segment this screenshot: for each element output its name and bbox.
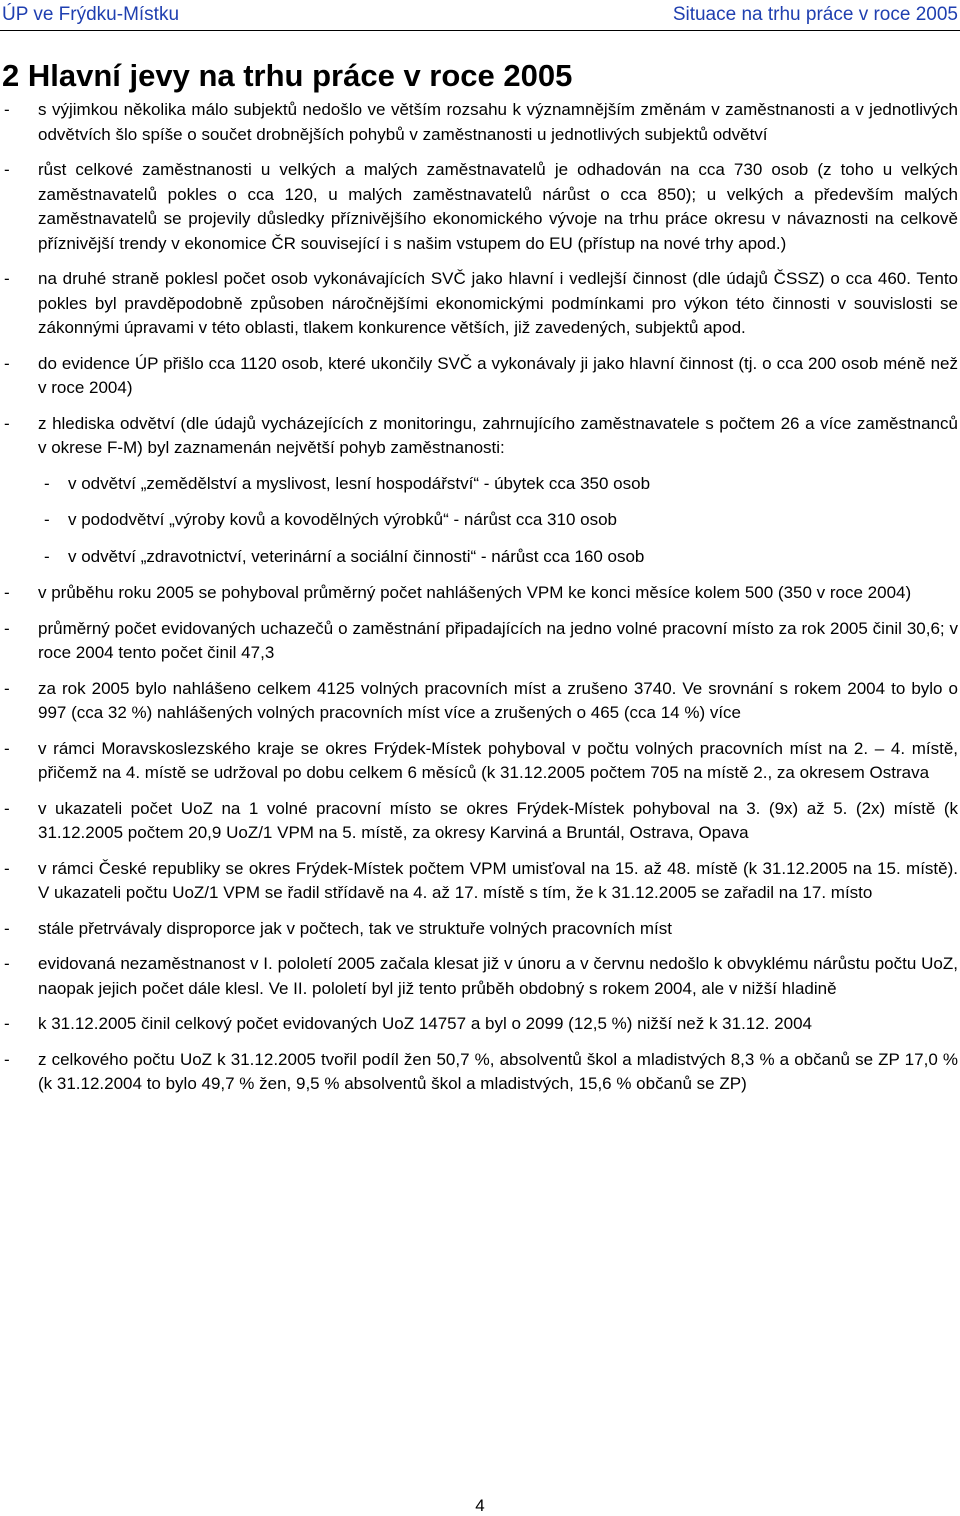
page-header <box>0 0 960 31</box>
list-dash: - <box>4 858 10 878</box>
list-dash: - <box>44 473 50 493</box>
list-dash: - <box>4 678 10 698</box>
list-item-text: v rámci České republiky se okres Frýdek-Místek počtem VPM umisťoval na 15. až 48. místě (k 31.12.2005 na 15. místě). V ukazateli počtu UoZ/1 VPM se řadil střídavě na 4. až 17. místě s tím, že k 31.12.2005 se zařadil na 17. místo <box>38 858 958 902</box>
list-dash: - <box>4 738 10 758</box>
list-item-text: v rámci Moravskoslezského kraje se okres Frýdek-Místek pohyboval v počtu volných pracovních míst na 2. – 4. místě, přičemž na 4. místě se udržoval po dobu celkem 6 měsíců (k 31.12.2005 počtem 705 na místě 2., za okresem Ostrava <box>38 738 958 782</box>
list-item <box>4 581 958 606</box>
list-dash: - <box>4 918 10 938</box>
list-item-text: za rok 2005 bylo nahlášeno celkem 4125 volných pracovních míst a zrušeno 3740. Ve srovnání s rokem 2004 to bylo o 997 (cca 32 %) nahlášených volných pracovních míst více a zrušených o 465 (cca 14 %) více <box>38 678 958 722</box>
list-dash: - <box>4 269 10 288</box>
list-item <box>4 352 958 401</box>
list-item <box>4 857 958 906</box>
sub-list-item <box>4 508 958 533</box>
list-dash: - <box>4 618 10 638</box>
page-number: 4 <box>475 1496 485 1515</box>
list-item <box>4 617 958 666</box>
list-item-text: evidovaná nezaměstnanost v I. pololetí 2005 začala klesat již v únoru a v červnu nedošlo k obvyklému nárůstu počtu UoZ, naopak jejich počet dále klesl. Ve II. pololetí byl již tento průběh obdobný s rokem 2004, ale v nižší hladině <box>38 954 958 998</box>
sub-list-item-text: v odvětví „zemědělství a myslivost, lesní hospodářství“ - úbytek cca 350 osob <box>68 473 651 493</box>
list-item <box>4 677 958 726</box>
list-item-text: k 31.12.2005 činil celkový počet evidovaných UoZ 14757 a byl o 2099 (12,5 %) nižší než k 31.12. 2004 <box>38 1014 812 1033</box>
section-heading: 2 Hlavní jevy na trhu práce v roce 2005 <box>2 58 573 93</box>
list-item <box>4 412 958 461</box>
list-dash: - <box>4 353 10 373</box>
sub-list-item-text: v pododvětví „výroby kovů a kovodělných výrobků“ - nárůst cca 310 osob <box>68 510 618 529</box>
sub-list-item-text: v odvětví „zdravotnictví, veterinární a sociální činnosti“ - nárůst cca 160 osob <box>68 546 645 566</box>
list-item-text: růst celkové zaměstnanosti u velkých a malých zaměstnavatelů je odhadován na cca 730 osob (z toho u velkých zaměstnavatelů pokles o cca 120, u malých zaměstnavatelů nárůst o cca 850); u velkých a především malých zaměstnavatelů se projevily důsledky příznivějšího ekonomického vývoje na trhu práce okresu v návaznosti na celkově příznivější trendy v ekonomice ČR související i s našim vstupem do EU (přístup na nové trhy apod.) <box>38 160 958 253</box>
list-dash: - <box>4 413 10 433</box>
list-item <box>4 267 958 341</box>
list-dash: - <box>44 510 50 529</box>
list-item <box>4 952 958 1001</box>
list-item-text: na druhé straně poklesl počet osob vykonávajících SVČ jako hlavní i vedlejší činnost (dle údajů ČSSZ) o cca 460. Tento pokles byl pravděpodobně způsoben náročnějšími ekonomickými podmínkami pro výkon této činnosti v souvislosti se zákonnými úpravami v této oblasti, tlakem konkurence větších, již zavedených, subjektů apod. <box>38 269 958 337</box>
header-office-name: ÚP ve Frýdku-Místku <box>2 4 180 25</box>
list-dash: - <box>4 798 10 818</box>
sub-list-item <box>4 472 958 497</box>
list-item-text: z hlediska odvětví (dle údajů vycházejících z monitoringu, zahrnujícího zaměstnavatele s počtem 26 a více zaměstnanců v okrese F-M) byl zaznamenán největší pohyb zaměstnanosti: <box>38 413 958 457</box>
list-item-text: s výjimkou několika málo subjektů nedošlo ve větším rozsahu k významnějším změnám v zaměstnanosti a v jednotlivých odvětvích šlo spíše o součet drobnějších pohybů v zaměstnanosti u jednotlivých subjektů odvětví <box>38 100 958 144</box>
list-item <box>4 1012 958 1037</box>
list-item-text: v průběhu roku 2005 se pohyboval průměrný počet nahlášených VPM ke konci měsíce kolem 500 (350 v roce 2004) <box>38 583 912 602</box>
list-item <box>4 737 958 786</box>
bullet-list <box>4 98 958 1108</box>
list-dash: - <box>4 583 10 602</box>
list-dash: - <box>4 1014 10 1033</box>
list-item <box>4 1048 958 1097</box>
list-item-text: z celkového počtu UoZ k 31.12.2005 tvořil podíl žen 50,7 %, absolventů škol a mladistvých 8,3 % a občanů se ZP 17,0 % (k 31.12.2004 to bylo 49,7 % žen, 9,5 % absolventů škol a mladistvých, 15,6 % občanů se ZP) <box>38 1049 958 1093</box>
list-dash: - <box>4 160 10 179</box>
header-document-title: Situace na trhu práce v roce 2005 <box>672 4 958 25</box>
list-dash: - <box>44 546 50 566</box>
list-dash: - <box>4 1049 10 1069</box>
list-item <box>4 98 958 147</box>
list-item-text: stále přetrvávaly disproporce jak v počtech, tak ve struktuře volných pracovních míst <box>38 918 672 938</box>
list-item <box>4 917 958 942</box>
list-item-text: průměrný počet evidovaných uchazečů o zaměstnání připadajících na jedno volné pracovní místo za rok 2005 činil 30,6; v roce 2004 tento počet činil 47,3 <box>38 618 958 662</box>
list-dash: - <box>4 100 10 119</box>
list-item-text: do evidence ÚP přišlo cca 1120 osob, které ukončily SVČ a vykonávaly ji jako hlavní činnost (tj. o cca 200 osob méně než v roce 2004) <box>38 353 958 397</box>
list-dash: - <box>4 954 10 973</box>
list-item <box>4 158 958 256</box>
list-item-text: v ukazateli počet UoZ na 1 volné pracovní místo se okres Frýdek-Místek pohyboval na 3. (9x) až 5. (2x) místě (k 31.12.2005 počtem 20,9 UoZ/1 VPM na 5. místě, za okresy Karviná a Bruntál, Ostrava, Opava <box>38 798 958 842</box>
list-item <box>4 797 958 846</box>
sub-list-item <box>4 545 958 570</box>
